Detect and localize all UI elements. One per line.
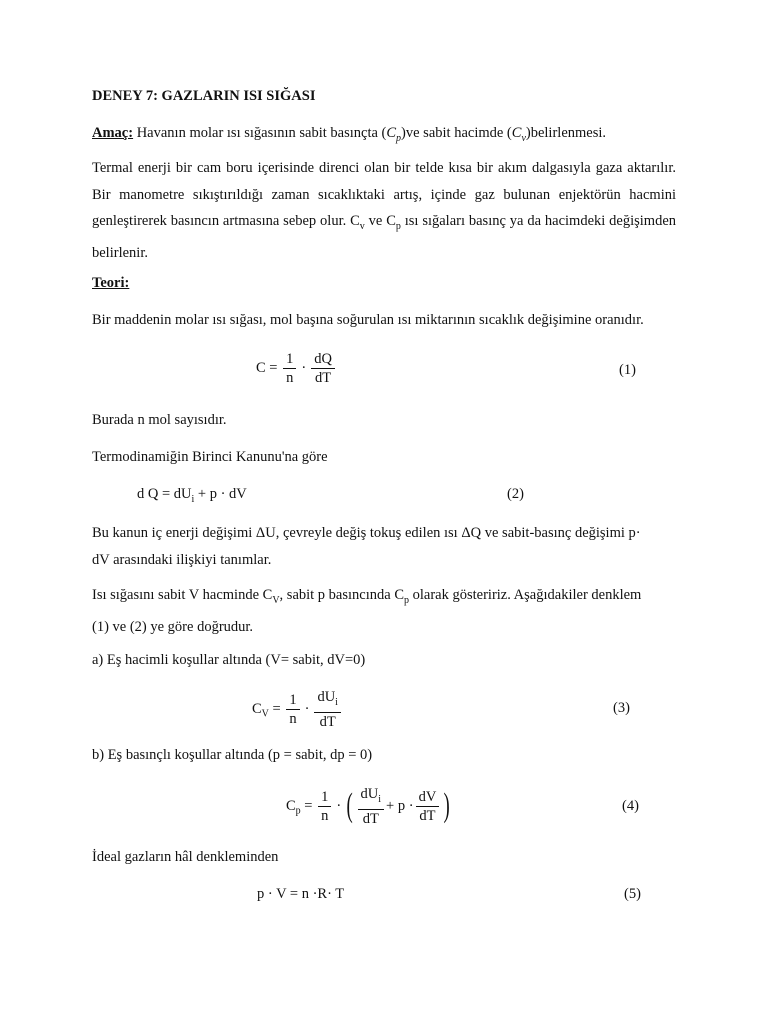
- eq2-text-end: + p · dV: [194, 486, 247, 502]
- eq4-dot: ·: [336, 797, 342, 814]
- equation-3-number: (3): [613, 700, 630, 716]
- aim-text-end: )belirlenmesi.: [525, 125, 607, 141]
- theory-heading: Teori:: [92, 275, 130, 291]
- eq1-frac2-num: dQ: [311, 351, 335, 369]
- aim-text-mid: )ve sabit hacimde (: [401, 125, 512, 141]
- cp-subscript: p: [396, 132, 402, 144]
- intro-sub-v: v: [359, 220, 365, 232]
- equation-5: p · V = n ·R· T: [257, 886, 345, 902]
- eq3-dot: ·: [304, 700, 310, 717]
- aim-paragraph: [92, 123, 676, 149]
- eq2-text: d Q = dU: [137, 486, 192, 502]
- equation-4-number: (4): [622, 798, 639, 814]
- eq4-frac3-den: dT: [419, 807, 436, 824]
- eq1-frac1-den: n: [286, 370, 294, 386]
- eq4-equals: =: [300, 797, 313, 814]
- ideal-gas-text: İdeal gazların hâl denkleminden: [92, 849, 279, 865]
- cv-subscript: v: [521, 132, 526, 144]
- heat-sub-v: V: [272, 594, 280, 606]
- eq3-lhs: C: [252, 700, 262, 717]
- equation-3: [252, 689, 343, 730]
- eq3-fraction-dudt: [314, 689, 341, 730]
- equation-4: [286, 786, 453, 827]
- heat-capacity-paragraph: [92, 582, 676, 641]
- eq4-left-paren: (: [346, 787, 353, 825]
- eq4-fraction-dvdt: [416, 789, 440, 824]
- intro-sub-p: p: [395, 220, 401, 232]
- page-title: DENEY 7: GAZLARIN ISI SIĞASI: [92, 88, 316, 104]
- eq1-fraction-1n: [283, 351, 296, 386]
- heat-text-mid: , sabit p basıncında C: [279, 587, 404, 603]
- equation-1-number: (1): [619, 362, 636, 378]
- eq4-frac1-den: n: [321, 807, 329, 824]
- eq1-fraction-dqdt: [311, 351, 335, 386]
- eq1-frac2-den: dT: [315, 370, 332, 386]
- eq3-equals: =: [268, 700, 281, 717]
- eq4-frac2-den: dT: [362, 810, 379, 827]
- eq4-fraction-1n: [318, 789, 331, 824]
- eq3-fraction-1n: [286, 692, 299, 727]
- equation-2: [137, 486, 247, 508]
- intro-paragraph: [92, 155, 676, 267]
- eq4-frac2-num-text: dU: [360, 786, 379, 802]
- heat-text: Isı sığasını sabit V hacminde C: [92, 587, 273, 603]
- first-law-text: Termodinamiğin Birinci Kanunu'na göre: [92, 449, 328, 465]
- aim-label: Amaç:: [92, 125, 134, 141]
- heat-sub-p: p: [404, 594, 409, 606]
- eq4-frac1-num: 1: [318, 789, 331, 807]
- eq3-frac1-num: 1: [286, 692, 299, 710]
- eq3-frac1-den: n: [289, 710, 297, 727]
- eq1-lhs: C =: [256, 359, 278, 376]
- eq4-frac2-num-sub: i: [378, 793, 382, 805]
- intro-text-mid: ve C: [364, 213, 396, 229]
- law-paragraph: [92, 520, 676, 573]
- eq4-fraction-dudt: [358, 786, 385, 827]
- equation-1: [256, 351, 337, 386]
- heat-text-end: olarak gösteririz. Aşağıdakiler denklem: [409, 587, 642, 603]
- equation-5-number: (5): [624, 886, 641, 902]
- heat-text-2: (1) ve (2) ye göre doğrudur.: [92, 619, 254, 636]
- eq3-frac2-num: [314, 689, 341, 713]
- intro-text: Termal enerji bir cam boru içerisinde direnci olan bir telde kısa bir akım dalgasıyla gaza aktarılır. Bir manometre sıkıştırıldığı zaman sıcaklıktaki artış, içinde gaz bulunan enjektörün hacmini genleştirerek basıncın artmasına sebep olur. C: [92, 160, 676, 229]
- aim-text: Havanın molar ısı sığasının sabit basınçta (: [133, 125, 387, 141]
- eq4-frac3-num: dV: [416, 789, 440, 807]
- intro-text-end: ısı sığaları basınç ya da hacimdeki değişimden belirlenir.: [92, 213, 677, 262]
- eq4-right-paren: ): [443, 787, 451, 825]
- cp-symbol: C: [386, 125, 397, 141]
- law-text-2: dV arasındaki ilişkiyi tanımlar.: [92, 551, 272, 568]
- cv-symbol: C: [511, 125, 522, 141]
- eq3-frac2-num-text: dU: [317, 689, 336, 705]
- case-b-text: b) Eş basınçlı koşullar altında (p = sabit, dp = 0): [92, 747, 373, 763]
- eq4-lhs-sub: p: [295, 805, 301, 817]
- eq3-frac2-den: dT: [319, 713, 336, 730]
- equation-2-number: (2): [507, 486, 524, 502]
- eq4-plus: + p ·: [386, 797, 414, 814]
- case-a-text: a) Eş hacimli koşullar altında (V= sabit, dV=0): [92, 652, 366, 668]
- law-text: Bu kanun iç enerji değişimi ΔU, çevreyle değiş tokuş edilen ısı ΔQ ve sabit-basınç değişimi p·: [92, 525, 641, 541]
- eq1-frac1-num: 1: [283, 351, 296, 369]
- eq2-sub-i: i: [191, 493, 195, 505]
- eq3-frac2-num-sub: i: [335, 696, 338, 708]
- theory-paragraph: Bir maddenin molar ısı sığası, mol başına soğurulan ısı miktarının sıcaklık değişimine oranıdır.: [92, 312, 644, 328]
- eq4-lhs: C: [286, 797, 296, 814]
- eq4-frac2-num: [358, 786, 385, 810]
- burada-text: Burada n mol sayısıdır.: [92, 412, 227, 428]
- eq1-dot: ·: [301, 359, 307, 376]
- eq3-lhs-sub: V: [261, 708, 269, 720]
